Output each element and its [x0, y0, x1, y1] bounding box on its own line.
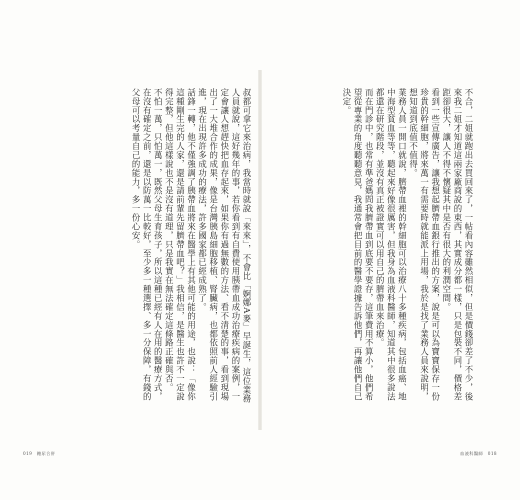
paragraph: 不合，二姐就跑出去買回來了，一帖看內容雖然相似，但是價錢卻差了不少，後來我二姐才知道這兩家廠商說的東西，其實成分都一樣，只是包裝不同，價格差距卻很大，讓人不得不懷疑其中是否有很大的利潤空間。 — [441, 88, 474, 401]
page-number: 018 — [487, 451, 497, 456]
paragraph: 而在門診中，也常有準爸媽問我臍帶血到底要不要存，這筆費用不算小，他們希望從專業的角度聽聽意見，我通常會把目前的醫學證據告訴他們，再讓他們自己決定。 — [341, 88, 375, 401]
right-page-folio — [460, 451, 497, 457]
left-page — [0, 0, 258, 500]
left-page-body — [56, 88, 252, 408]
left-page-folio — [23, 451, 55, 457]
paragraph: 看到一些宣傳廣告，讓我想起臍帶血銀行推出的方案，說是可以為寶寶保存一份珍貴的幹細胞，將來萬一有需要時就能派上用場，我於是找了業務人員來說明，想知道到底值不值得。 — [408, 88, 441, 401]
paragraph: 業務人員一開口就說，臍帶血裡的幹細胞可以治療八十多種疾病，包括血癌、地中海型貧血等等，聽起來好像很厲害，但我身為血液科醫師，知道其中很多說法都還在研究階段，並沒有真正被證實可以用自己的臍帶血來治療。 — [375, 88, 408, 401]
right-page — [262, 0, 520, 500]
right-page-body — [278, 88, 474, 408]
paragraph: 不怕一萬，只怕萬一，既然父母生育孩子，所以這種已經有人在用的醫療方式，在沒有確定之前，還是以防萬一比較好，至少多一種選擇、多一分保障，有錢的父母可以考量自己的能力，多一份心安。 — [131, 88, 164, 401]
paragraph: 話鋒一轉，他不僅強調了胰帶血將來在醫學上有其他可能的用途，也說：「像你這種剛生完的人家，還是請前輩先留臍帶血吧？」我相信，是醫生也許不一定說得完整，但他這樣說也不是沒有道理，只是我實在無法確定這條路正確與否。 — [164, 88, 197, 401]
page-number: 019 — [23, 451, 33, 456]
running-title: 糖尿合併 — [36, 451, 56, 456]
paragraph: 叔都可拿它來治病，我當時就說「來來」，不會比「婀娜A麥」早誕生，這位業務人員就說，這好幾年的事，若你看到有自費使用胰帶血成功治療疾病的案例，一定會讓人想趕快把血存起來，如果你有過無數的方法、看不清楚的事，看到現場出了一大堆合作的成果，像是台灣胰島細胞移植、腎臟病，也都依照前人經驗引進，現在出現許多成功的療法，許多國家都已經成熟了。 — [197, 88, 252, 404]
running-title: 血液科醫師 — [460, 451, 484, 456]
